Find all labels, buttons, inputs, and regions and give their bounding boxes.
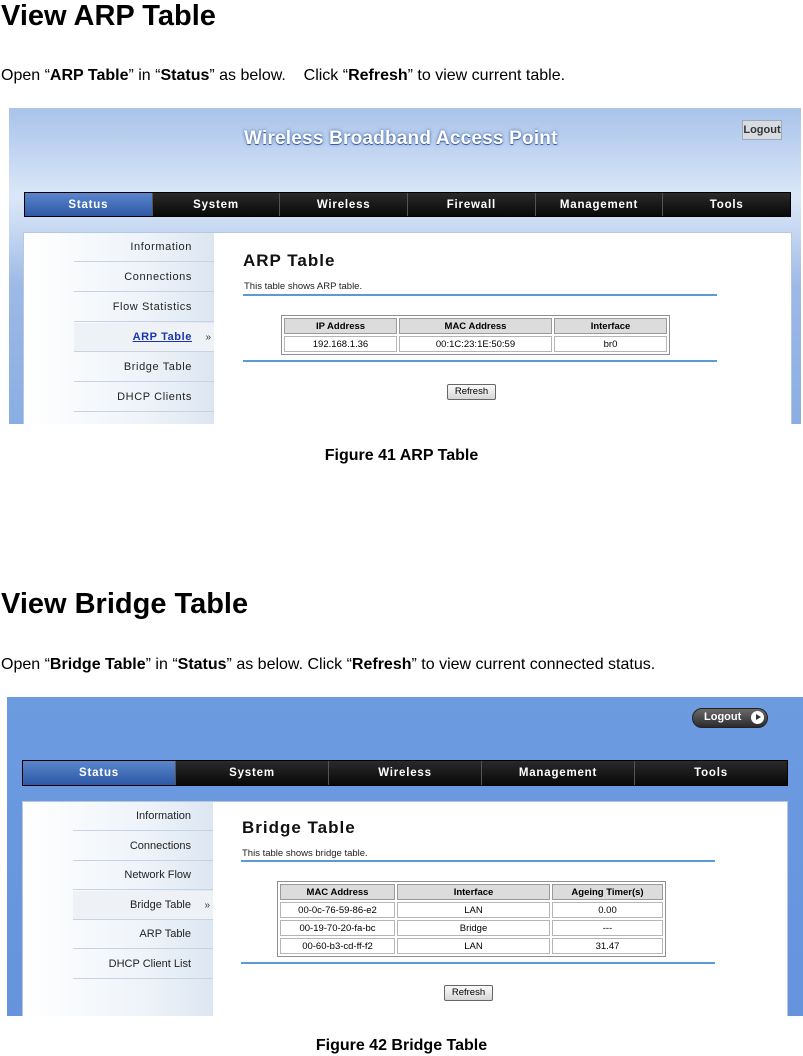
divider [241,860,715,862]
divider [241,962,715,964]
sidebar-item-bridge-table[interactable]: Bridge Table [74,353,214,382]
cell-ageing-timer: 0.00 [552,902,663,918]
refresh-button[interactable]: Refresh [447,384,496,400]
play-arrow-icon [751,711,764,724]
col-mac-address: MAC Address [280,884,395,900]
sidebar-item-dhcp-clients[interactable]: DHCP Clients [74,383,214,412]
sidebar-item-connections[interactable]: Connections [74,263,214,292]
cell-ageing-timer: --- [552,920,663,936]
tab-tools[interactable]: Tools [709,198,744,211]
chevron-right-icon: » [204,900,209,911]
bridge-table-screenshot [7,697,803,1016]
table-row [280,920,663,936]
tab-wireless[interactable]: Wireless [329,761,482,785]
cell-mac: 00-0c-76-59-86-e2 [280,902,395,918]
arp-table [281,315,670,355]
tab-system[interactable]: System [153,193,281,216]
sidebar-item-flow-statistics[interactable]: Flow Statistics [74,293,214,322]
col-interface: Interface [554,318,667,334]
main-nav [24,192,791,217]
page-description: This table shows ARP table. [244,281,363,292]
sidebar-item-connections[interactable]: Connections [73,832,213,861]
tab-wireless[interactable]: Wireless [280,193,408,216]
tab-status[interactable]: Status [25,193,153,216]
col-mac-address: MAC Address [399,318,552,334]
page-title: Bridge Table [242,818,356,837]
logout-button[interactable]: Logout [742,120,782,140]
cell-interface: Bridge [397,920,550,936]
tab-management[interactable]: Management [482,761,635,785]
refresh-button[interactable]: Refresh [444,985,493,1001]
tab-firewall[interactable]: Firewall [408,193,536,216]
intro-paragraph-arp: Open “ARP Table” in “Status” as below. Click “Refresh” to view current table. [1,67,566,84]
divider [243,294,717,296]
sidebar-item-dhcp-client-list[interactable]: DHCP Client List [73,950,213,979]
cell-ip: 192.168.1.36 [284,336,397,352]
arp-table-screenshot [9,108,801,424]
col-ip-address: IP Address [284,318,397,334]
col-interface: Interface [397,884,550,900]
cell-interface: LAN [397,938,550,954]
table-row [284,336,667,352]
cell-interface: br0 [554,336,667,352]
content-panel [22,801,788,1016]
sidebar [24,233,214,424]
cell-ageing-timer: 31.47 [552,938,663,954]
cell-mac: 00-60-b3-cd-ff-f2 [280,938,395,954]
bridge-table [277,881,666,957]
main-nav [22,760,788,786]
table-row [280,938,663,954]
table-row [280,902,663,918]
tab-system[interactable]: System [176,761,329,785]
sidebar-item-network-flow[interactable]: Network Flow [73,861,213,890]
section-heading-bridge: View Bridge Table [1,588,249,620]
sidebar-item-bridge-table[interactable]: Bridge Table » [73,891,213,920]
brand-title: Wireless Broadband Access Point [244,128,558,149]
intro-paragraph-bridge: Open “Bridge Table” in “Status” as below. Click “Refresh” to view current connected status. [1,656,656,673]
content-panel [23,232,792,424]
logout-button[interactable]: Logout [692,708,768,728]
figure-caption-42: Figure 42 Bridge Table [315,1037,488,1054]
divider [243,360,717,362]
chevron-right-icon: » [205,332,210,343]
page-title: ARP Table [243,251,336,270]
section-heading-arp: View ARP Table [1,0,216,32]
figure-caption-41: Figure 41 ARP Table [324,447,479,464]
sidebar-item-arp-table[interactable]: ARP Table » [74,323,214,352]
cell-interface: LAN [397,902,550,918]
tab-tools[interactable]: Tools [694,767,728,779]
cell-mac: 00-19-70-20-fa-bc [280,920,395,936]
sidebar-item-information[interactable]: Information [74,233,214,262]
sidebar-item-arp-table[interactable]: ARP Table [73,920,213,949]
tab-management[interactable]: Management [536,193,664,216]
cell-mac: 00:1C:23:1E:50:59 [399,336,552,352]
tab-status[interactable]: Status [23,761,176,785]
col-ageing-timer: Ageing Timer(s) [552,884,663,900]
sidebar [23,802,213,1016]
sidebar-item-information[interactable]: Information [73,802,213,831]
page-description: This table shows bridge table. [242,848,368,859]
